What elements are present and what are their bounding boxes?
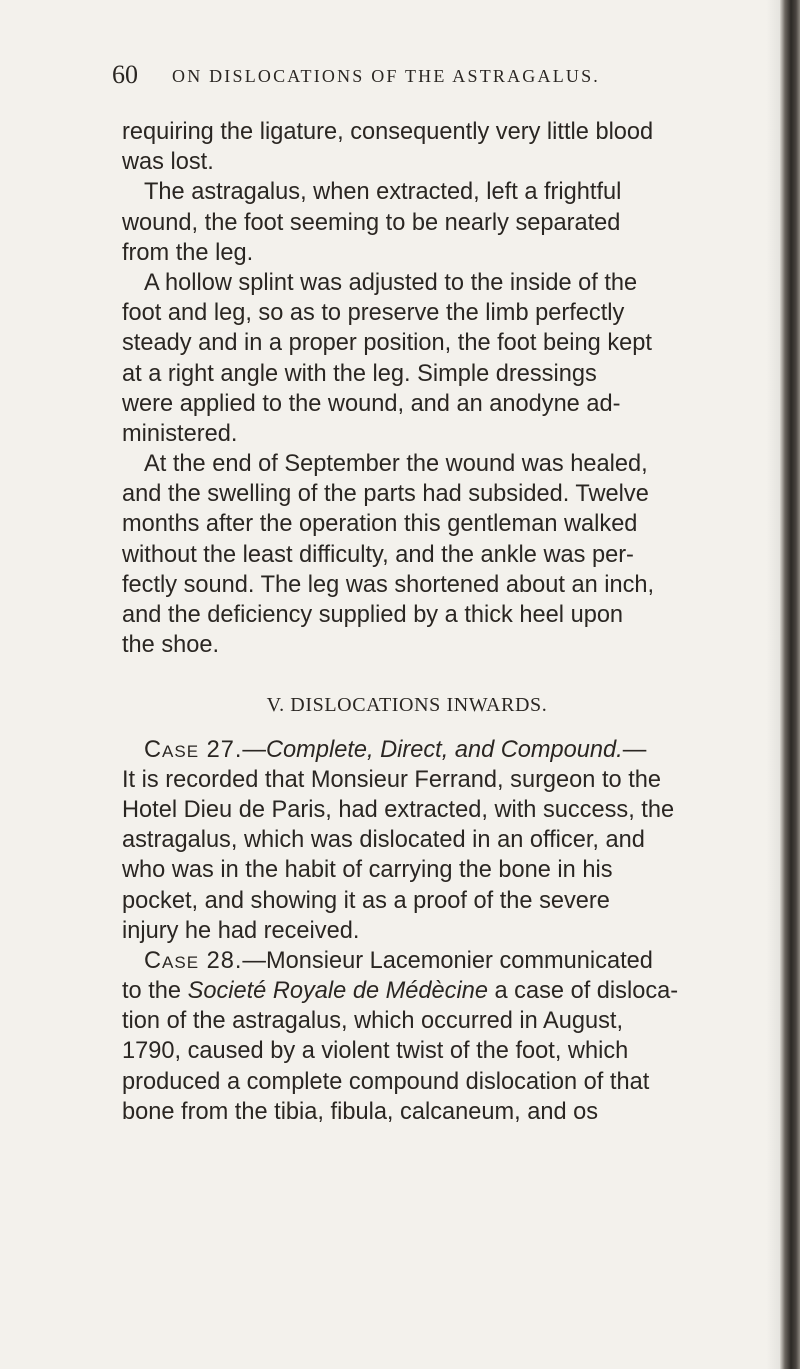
page-gutter-shadow <box>766 0 780 1369</box>
case-27-label: Case 27. <box>144 736 243 763</box>
text-line: The astragalus, when extracted, left a frightful <box>144 179 622 206</box>
case-27-dash: — <box>242 736 267 763</box>
case-27-heading-line <box>122 735 742 765</box>
text-line: was lost. <box>122 149 214 176</box>
text-line: produced a complete compound dislocation of that <box>122 1068 650 1095</box>
text-line: It is recorded that Monsieur Ferrand, surgeon to the <box>122 766 662 793</box>
text-line: were applied to the wound, and an anodyne ad- <box>122 390 621 417</box>
text-line: tion of the astragalus, which occurred in August, <box>122 1008 623 1035</box>
text-line: and the deficiency supplied by a thick heel upon <box>122 602 624 628</box>
section-heading: V. DISLOCATIONS INWARDS. <box>266 694 548 717</box>
text-line: the shoe. <box>122 632 220 659</box>
text-line: at a right angle with the leg. Simple dressings <box>122 360 597 387</box>
case-28-line-2-pre: to the <box>122 978 188 1005</box>
running-head <box>112 60 712 96</box>
text-line: fectly sound. The leg was shortened about an inch, <box>122 571 655 598</box>
case-27-dash-end: — <box>622 736 647 763</box>
text-line: without the least difficulty, and the ankle was per- <box>122 541 634 568</box>
case-28-society-name: Societé Royale de Médècine <box>187 978 488 1005</box>
text-line: wound, the foot seeming to be nearly separated <box>122 209 621 236</box>
text-line: injury he had received. <box>122 917 360 944</box>
case-27-title: Complete, Direct, and Compound. <box>266 736 623 763</box>
case-28-first-line: —Monsieur Lacemonier communicated <box>242 947 653 974</box>
page-number: 60 <box>112 60 138 89</box>
running-title: ON DISLOCATIONS OF THE ASTRAGALUS. <box>172 66 600 86</box>
text-line: foot and leg, so as to preserve the limb perfectly <box>122 300 625 327</box>
case-28-line-2 <box>122 976 742 1006</box>
case-28-label: Case 28. <box>144 947 243 974</box>
text-line: astragalus, which was dislocated in an officer, and <box>122 827 645 854</box>
text-line: bone from the tibia, fibula, calcaneum, and os <box>122 1098 599 1125</box>
text-line: from the leg. <box>122 239 254 266</box>
text-line: and the swelling of the parts had subsided. Twelve <box>122 481 649 508</box>
text-line: steady and in a proper position, the foot being kept <box>122 330 652 357</box>
text-line: At the end of September the wound was healed, <box>144 451 648 478</box>
case-28-line-2-post: a case of disloca- <box>487 978 679 1005</box>
book-binding-edge <box>780 0 800 1369</box>
text-line: pocket, and showing it as a proof of the severe <box>122 887 610 914</box>
text-line: who was in the habit of carrying the bone in his <box>122 857 613 884</box>
text-line: ministered. <box>122 420 238 447</box>
text-line: 1790, caused by a violent twist of the foot, which <box>122 1038 629 1065</box>
text-line: Hotel Dieu de Paris, had extracted, with success, the <box>122 796 675 823</box>
text-line: A hollow splint was adjusted to the inside of the <box>144 269 638 296</box>
text-line: months after the operation this gentleman walked <box>122 511 638 538</box>
text-line: requiring the ligature, consequently very little blood <box>122 119 654 145</box>
body-text <box>122 117 742 1127</box>
case-28-heading-line <box>122 946 742 976</box>
